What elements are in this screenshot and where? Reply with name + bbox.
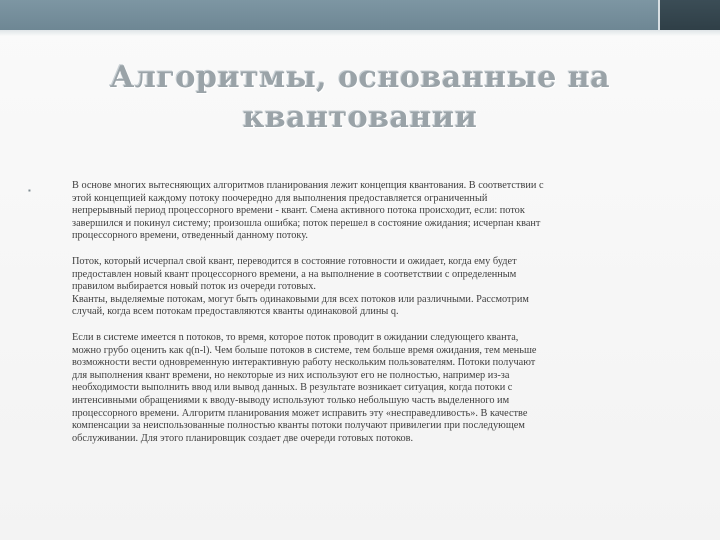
title-line-2: квантовании: [242, 100, 478, 135]
bullet-marker-icon: ▪: [28, 186, 31, 195]
paragraph-2: [72, 256, 682, 319]
paragraph-line: этой концепцией каждому потоку поочередно для выполнения предоставляется ограниченный: [72, 192, 488, 204]
slide-title: [0, 58, 720, 138]
paragraph-line: Если в системе имеется n потоков, то время, которое поток проводит в ожидании следующего кванта,: [72, 331, 519, 343]
paragraph-line: Поток, который исчерпал свой квант, переводится в состояние готовности и ожидает, когда ему будет: [72, 255, 517, 267]
paragraph-line: правилом выбирается новый поток из очереди готовых.: [72, 281, 316, 293]
paragraph-line: интенсивными обращениями к вводу-выводу используют только небольшую часть выделенного им: [72, 394, 510, 406]
paragraph-line: можно грубо оценить как q(n-l). Чем больше потоков в системе, тем больше время ожидания, тем меньше: [72, 344, 537, 356]
paragraph-line: процессорного времени, отведенный данному потоку.: [72, 230, 308, 242]
paragraph-line: Кванты, выделяемые потокам, могут быть одинаковыми для всех потоков или различными. Рассмотрим: [72, 293, 529, 305]
header-shadow: [0, 30, 720, 36]
header-band: [0, 0, 720, 30]
paragraph-line: необходимости выполнить ввод или вывод данных. В результате возникает ситуация, когда потоки с: [72, 382, 513, 394]
paragraph-line: В основе многих вытесняющих алгоритмов планирования лежит концепция квантования. В соответствии с: [72, 180, 544, 191]
paragraph-line: обслуживании. Для этого планировщик создает две очереди готовых потоков.: [72, 432, 414, 444]
paragraph-line: случай, когда всем потокам предоставляются кванты одинаковой длины q.: [72, 306, 399, 318]
paragraph-line: предоставлен новый квант процессорного времени, а на выполнение в соответствии с определенным: [72, 268, 517, 280]
paragraph-line: возможности вести одновременную интерактивную работу нескольким пользователям. Потоки получают: [72, 357, 536, 369]
slide-body: [72, 180, 682, 458]
paragraph-line: завершился и покинул систему; произошла ошибка; поток перешел в состояние ожидания; исчерпан квант: [72, 217, 541, 229]
paragraph-1: [72, 180, 682, 243]
paragraph-line: компенсации за неиспользованные полностью кванты потоки получают привилегии при последующем: [72, 420, 525, 432]
header-band-light: [0, 0, 658, 30]
paragraph-line: для выполнения квант времени, но некоторые из них используют его не полностью, например из-за: [72, 369, 510, 381]
paragraph-line: процессорного времени. Алгоритм планирования может исправить эту «несправедливость». В качестве: [72, 407, 528, 419]
header-band-dark: [660, 0, 720, 30]
paragraph-3: [72, 332, 682, 445]
paragraph-line: непрерывный период процессорного времени - квант. Смена активного потока происходит, если: поток: [72, 205, 525, 217]
title-line-1: Алгоритмы, основанные на: [109, 60, 611, 95]
